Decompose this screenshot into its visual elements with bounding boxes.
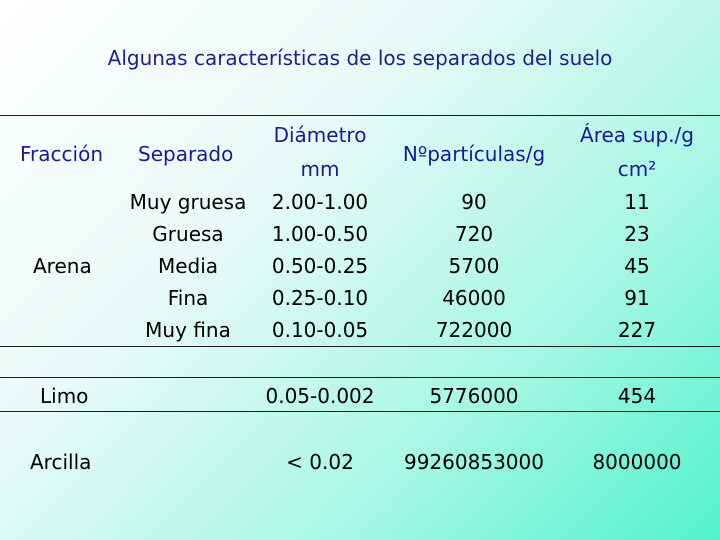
fraccion-limo: Limo <box>40 384 89 408</box>
separado-cell: Gruesa <box>152 222 224 246</box>
header-area: Área sup./g <box>580 123 694 147</box>
area-cell: 11 <box>624 190 650 214</box>
diametro-cell: < 0.02 <box>286 450 354 474</box>
limo-top-rule <box>0 377 720 378</box>
slide-title: Algunas características de los separados del suelo <box>107 46 613 70</box>
header-separado: Separado <box>138 142 234 166</box>
header-fraccion: Fracción <box>20 142 103 166</box>
separado-cell: Muy fina <box>145 318 231 342</box>
area-cell: 45 <box>624 254 650 278</box>
particulas-cell: 720 <box>454 222 494 246</box>
table-top-rule <box>0 115 720 116</box>
diametro-cell: 0.10-0.05 <box>271 318 369 342</box>
diametro-cell: 1.00-0.50 <box>271 222 369 246</box>
particulas-cell: 46000 <box>442 286 506 310</box>
header-diametro: Diámetro <box>273 123 367 147</box>
arena-bottom-rule <box>0 346 720 347</box>
particulas-cell: 5776000 <box>429 384 519 408</box>
area-cell: 454 <box>617 384 657 408</box>
limo-bottom-rule <box>0 411 720 412</box>
fraccion-arcilla: Arcilla <box>30 450 92 474</box>
area-cell: 8000000 <box>592 450 682 474</box>
particulas-cell: 5700 <box>448 254 500 278</box>
diametro-cell: 0.05-0.002 <box>265 384 375 408</box>
area-cell: 91 <box>624 286 650 310</box>
particulas-cell: 722000 <box>435 318 513 342</box>
separado-cell: Muy gruesa <box>129 190 247 214</box>
fraccion-arena: Arena <box>33 254 92 278</box>
header-particulas: Nºpartículas/g <box>402 142 546 166</box>
area-cell: 227 <box>617 318 657 342</box>
header-area-unit: cm² <box>617 157 657 181</box>
particulas-cell: 99260853000 <box>404 450 544 474</box>
diametro-cell: 2.00-1.00 <box>271 190 369 214</box>
header-diametro-unit: mm <box>300 157 340 181</box>
particulas-cell: 90 <box>461 190 487 214</box>
separado-cell: Media <box>157 254 219 278</box>
separado-cell: Fina <box>167 286 209 310</box>
diametro-cell: 0.50-0.25 <box>271 254 369 278</box>
diametro-cell: 0.25-0.10 <box>271 286 369 310</box>
area-cell: 23 <box>624 222 650 246</box>
